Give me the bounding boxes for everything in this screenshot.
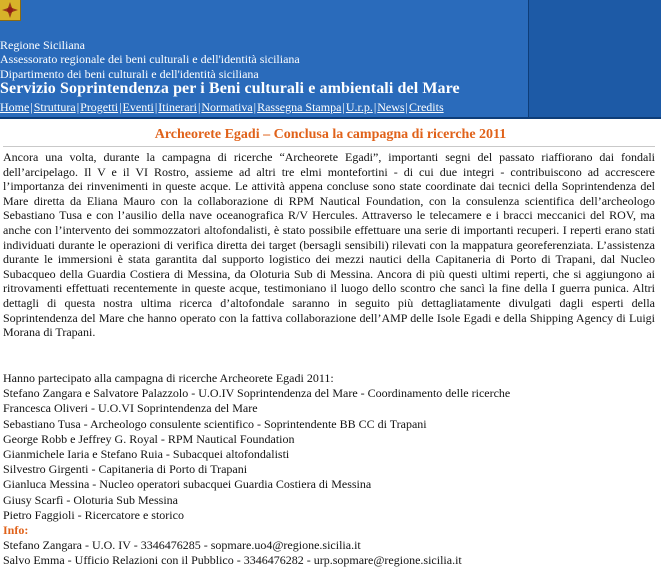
nav-link-struttura[interactable]: Struttura [33, 100, 76, 114]
dipartimento-name: Dipartimento dei beni culturali e dell'identità siciliana [0, 67, 259, 81]
nav-link-home[interactable]: Home [0, 100, 30, 114]
participant-item: Francesca Oliveri - U.O.VI Soprintendenza del Mare [3, 401, 258, 416]
participant-item: Gianluca Messina - Nucleo operatori subacquei Guardia Costiera di Messina [3, 477, 372, 492]
info-label: Info: [3, 523, 29, 538]
header-side-panel [529, 0, 661, 119]
contact-item: Salvo Emma - Ufficio Relazioni con il Pubblico - 3346476282 - urp.sopmare@regione.sicilia.it [3, 553, 462, 568]
header-divider [0, 117, 661, 119]
nav-link-rassegna-stampa[interactable]: Rassegna Stampa [257, 100, 342, 114]
participant-item: Gianmichele Iaria e Stefano Ruia - Subacquei altofondalisti [3, 447, 290, 462]
nav-link-itinerari[interactable]: Itinerari [158, 100, 197, 114]
regione-siciliana-crest-icon[interactable] [0, 0, 21, 21]
article-body [3, 150, 655, 340]
nav-link-credits[interactable]: Credits [408, 100, 444, 114]
article-title: Archeorete Egadi – Conclusa la campagna di ricerche 2011 [154, 127, 507, 142]
participants-section [3, 371, 655, 569]
contact-item: Stefano Zangara - U.O. IV - 3346476285 - sopmare.uo4@regione.sicilia.it [3, 538, 361, 553]
participant-item: Sebastiano Tusa - Archeologo consulente scientifico - Soprintendente BB CC di Trapani [3, 416, 427, 431]
site-header [0, 0, 661, 119]
participant-item: Silvestro Girgenti - Capitaneria di Porto di Trapani [3, 462, 248, 477]
nav-link-progetti[interactable]: Progetti [80, 100, 119, 114]
participant-item: Stefano Zangara e Salvatore Palazzolo - U.O.IV Soprintendenza del Mare - Coordinamento delle ricerche [3, 386, 511, 401]
assessorato-name: Assessorato regionale dei beni culturali e dell'identità siciliana [0, 52, 300, 66]
title-divider [3, 146, 655, 147]
participants-intro: Hanno partecipato alla campagna di ricerche Archeorete Egadi 2011: [3, 371, 334, 385]
nav-link-news[interactable]: News [377, 100, 405, 114]
participant-item: Pietro Faggioli - Ricercatore e storico [3, 507, 184, 522]
nav-link-urp[interactable]: U.r.p. [345, 100, 373, 114]
article-paragraph: Ancora una volta, durante la campagna di ricerche “Archeorete Egadi”, importanti segni del passato riaffiorano dai fondali dell’arcipelago. Il V e il VI Rostro, assieme ad altri tre elmi montefortini - di cui due integri - contribuiscono ad accrescere l’importanza dei rinvenimenti in queste acque. Le attività appena concluse sono state coordinate dai tecnici della Soprintendenza del Mare diretta da Eliana Mauro con la collaborazione di RPM Nautical Foundation, con la consulenza scientifica dell’archeologo Sebastiano Tusa e con l’ausilio della nave oceanografica R/V Hercules. Attraverso le telecamere e i bracci meccanici del ROV, ma anche con l’intervento dei sommozzatori altofondalisti, è stato possibile effettuare una serie di importanti recuperi. I reperti erano stati individuati durante le operazioni di verifica diretta dei target (bersagli sensibili) rilevati con la mappatura georeferenziata. L’assistenza durante le immersioni è stata garantita dal supporto logistico dei mezzi nautici della Capitaneria di Porto di Trapani, dal Nucleo Subacqueo della Guardia Costiera di Messina, da Oloturia Sub di Messina. Ancora di più questi ultimi reperti, che si aggiungono ai ritrovamenti effettuati recentemente in queste acque, testimoniano il luogo dello scontro che sancì la fine della I guerra punica. Altri dettagli di questa nostra ultima ricerca d’altofondale saranno in seguito più dettagliatamente divulgati dagli esperti della Soprintendenza del Mare che hanno operato con la fattiva collaborazione dell’AMP delle Isole Egadi e della Shipping Agency di Luigi Morana di Trapani. [3, 150, 655, 340]
nav-link-normativa[interactable]: Normativa [201, 100, 253, 114]
nav-link-eventi[interactable]: Eventi [122, 100, 154, 114]
participant-item: Giusy Scarfì - Oloturia Sub Messina [3, 492, 178, 507]
site-title: Servizio Soprintendenza per i Beni culturali e ambientali del Mare [0, 80, 460, 97]
region-name: Regione Siciliana [0, 38, 85, 52]
main-nav: Home|Struttura|Progetti|Eventi|Itinerari|Normativa|Rassegna Stampa|U.r.p.|News|Credits [0, 100, 444, 114]
participant-item: George Robb e Jeffrey G. Royal - RPM Nautical Foundation [3, 431, 295, 446]
